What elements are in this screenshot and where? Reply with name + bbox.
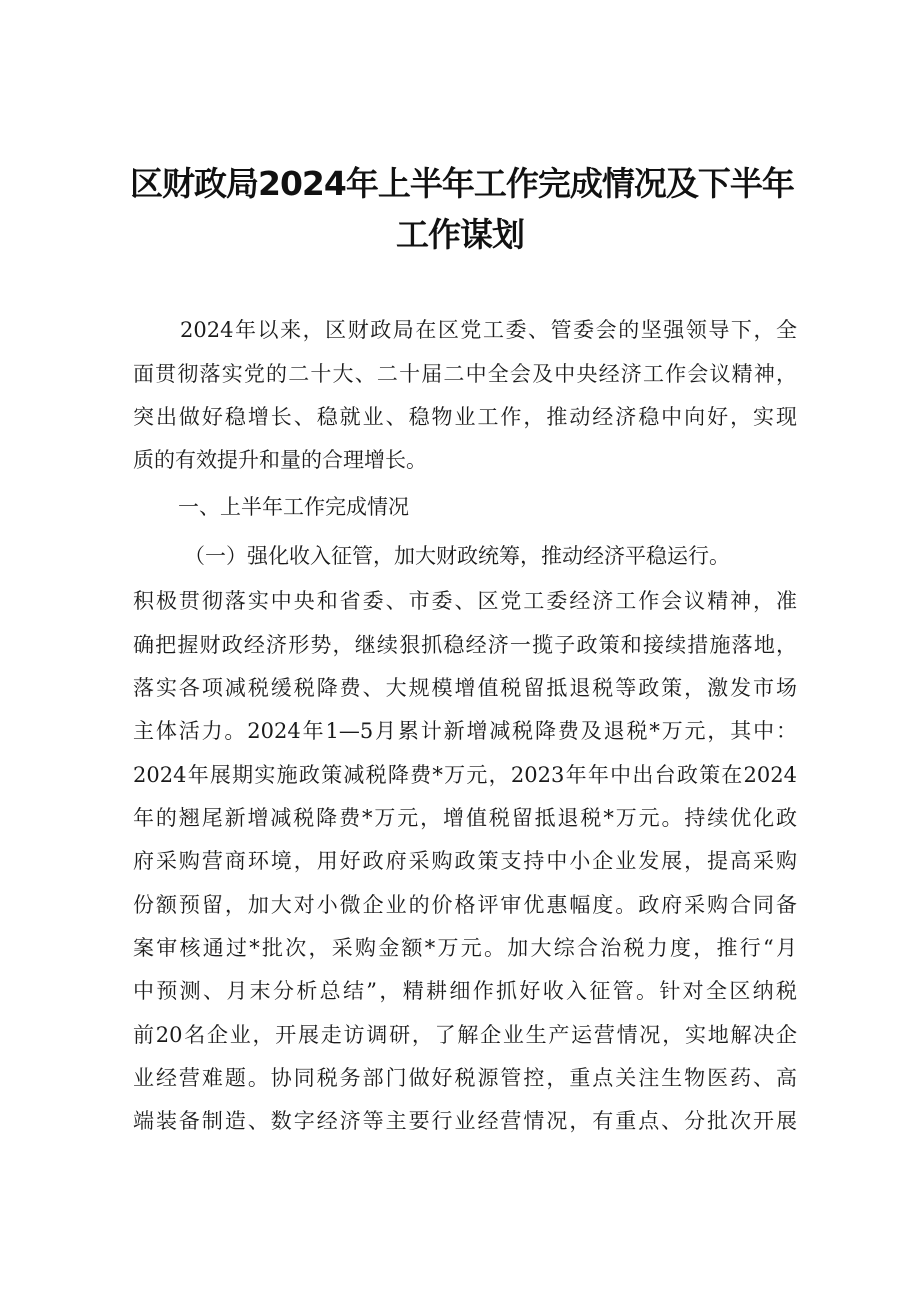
- document-title-line-2: 工作谋划: [396, 215, 524, 254]
- body-line-13: 端装备制造、数字经济等主要行业经营情况，有重点、分批次开展: [133, 1109, 797, 1133]
- body-line-4: 主体活力。2024年1—5月累计新增减税降费及退税*万元，其中：: [133, 719, 797, 743]
- body-line-1: 积极贯彻落实中央和省委、市委、区党工委经济工作会议精神，准: [133, 589, 797, 613]
- body-line-2: 确把握财政经济形势，继续狠抓稳经济一揽子政策和接续措施落地，: [133, 633, 797, 657]
- body-line-12: 业经营难题。协同税务部门做好税源管控，重点关注生物医药、高: [133, 1066, 797, 1090]
- intro-line-3: 突出做好稳增长、稳就业、稳物业工作，推动经济稳中向好，实现: [133, 405, 797, 429]
- body-line-8: 份额预留，加大对小微企业的价格评审优惠幅度。政府采购合同备: [133, 893, 797, 917]
- body-line-6: 年的翘尾新增减税降费*万元，增值税留抵退税*万元。持续优化政: [133, 806, 797, 830]
- body-line-5: 2024年展期实施政策减税降费*万元，2023年年中出台政策在2024: [133, 763, 797, 787]
- document-title-line-1: 区财政局2024年上半年工作完成情况及下半年: [130, 164, 794, 203]
- section-heading: 一、上半年工作完成情况: [178, 495, 409, 519]
- body-line-11: 前20名企业，开展走访调研，了解企业生产运营情况，实地解决企: [133, 1023, 797, 1047]
- intro-line-1: 2024年以来，区财政局在区党工委、管委会的坚强领导下，全: [180, 318, 797, 342]
- body-line-10: 中预测、月末分析总结”，精耕细作抓好收入征管。针对全区纳税: [133, 979, 797, 1003]
- body-line-9: 案审核通过*批次，采购金额*万元。加大综合治税力度，推行“月: [133, 936, 797, 960]
- intro-line-4: 质的有效提升和量的合理增长。: [133, 448, 427, 472]
- body-line-7: 府采购营商环境，用好政府采购政策支持中小企业发展，提高采购: [133, 849, 797, 873]
- subsection-heading: （一）强化收入征管，加大财政统筹，推动经济平稳运行。: [184, 544, 730, 568]
- body-line-3: 落实各项减税缓税降费、大规模增值税留抵退税等政策，激发市场: [133, 676, 797, 700]
- intro-line-2: 面贯彻落实党的二十大、二十届二中全会及中央经济工作会议精神，: [133, 362, 797, 386]
